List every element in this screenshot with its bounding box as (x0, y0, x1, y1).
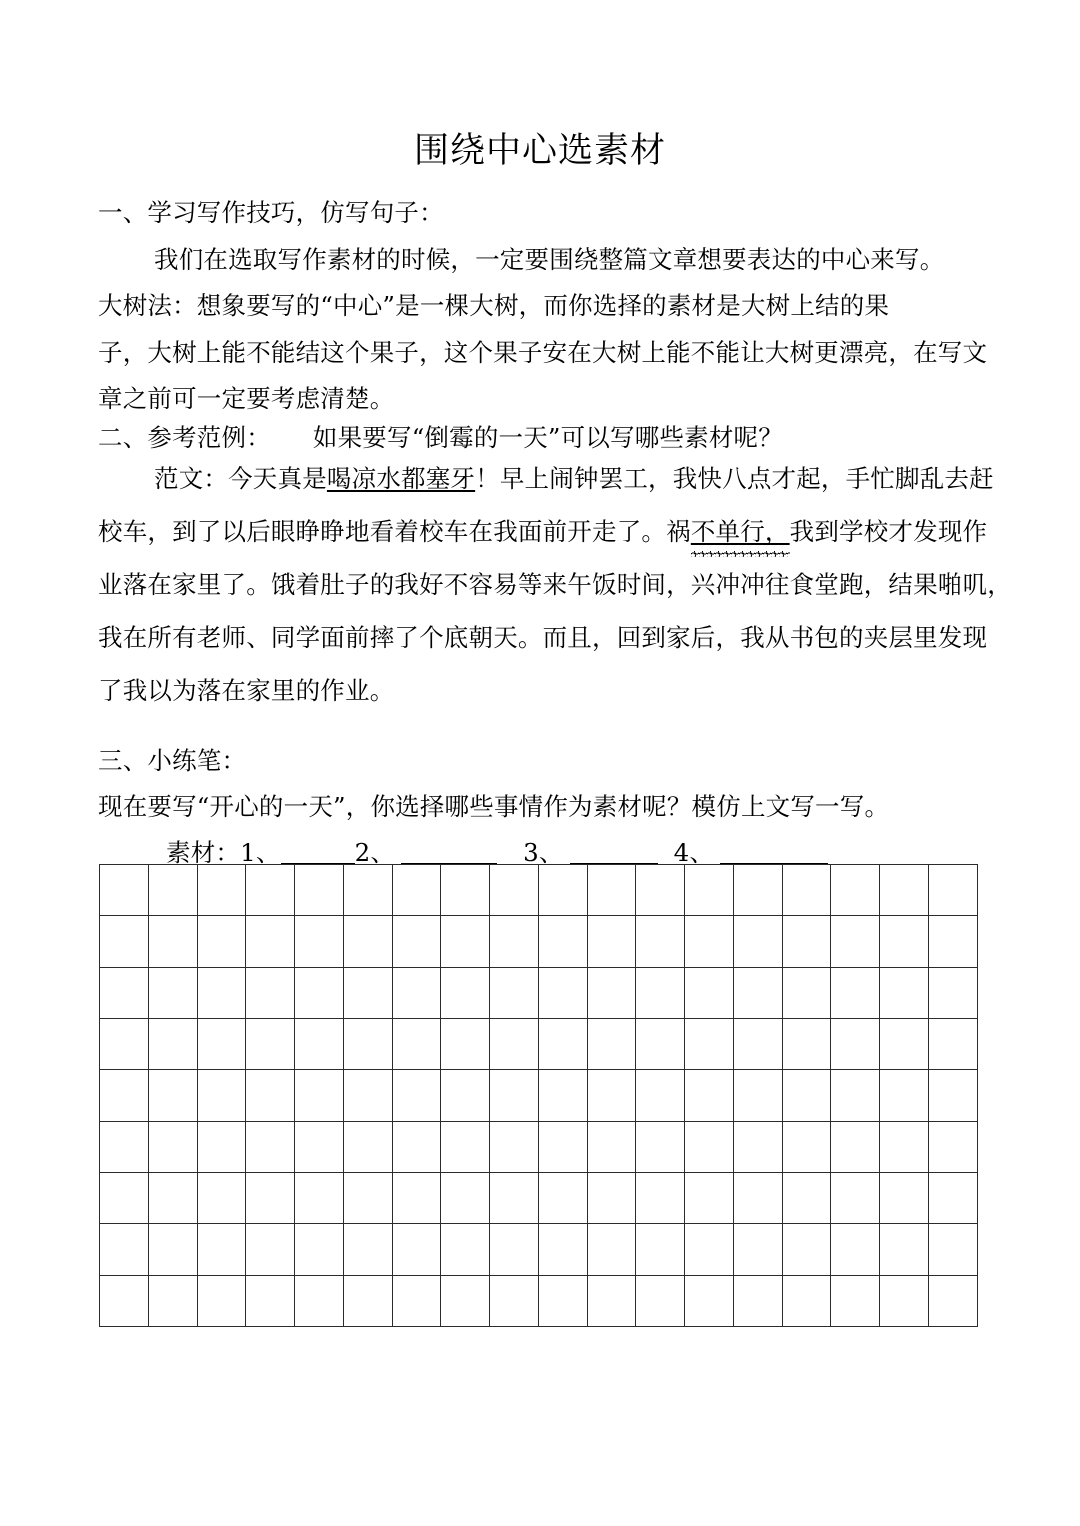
writing-grid-cell[interactable] (880, 1224, 929, 1275)
writing-grid-cell[interactable] (295, 865, 344, 916)
writing-grid-cell[interactable] (197, 1121, 246, 1172)
section-three-heading-text: 三、小练笔： (98, 746, 247, 775)
writing-grid-cell[interactable] (246, 916, 295, 967)
writing-grid-cell[interactable] (295, 916, 344, 967)
writing-grid-cell[interactable] (343, 1172, 392, 1223)
writing-grid-cell[interactable] (538, 865, 587, 916)
writing-grid-cell[interactable] (295, 967, 344, 1018)
writing-grid-cell[interactable] (295, 1275, 344, 1326)
writing-grid-cell[interactable] (100, 1070, 149, 1121)
writing-grid-cell[interactable] (490, 1224, 539, 1275)
writing-grid-cell[interactable] (392, 916, 441, 967)
writing-grid-cell[interactable] (636, 1172, 685, 1223)
writing-grid-cell[interactable] (343, 865, 392, 916)
writing-grid-cell[interactable] (197, 1018, 246, 1069)
writing-grid-cell[interactable] (441, 916, 490, 967)
writing-grid-cell[interactable] (929, 1275, 978, 1326)
writing-grid-cell[interactable] (929, 916, 978, 967)
writing-grid-cell[interactable] (880, 865, 929, 916)
sample-line-2-part-b: 我到学校才发现作 (789, 517, 988, 546)
writing-grid-cell[interactable] (831, 1275, 880, 1326)
writing-grid-cell[interactable] (295, 1018, 344, 1069)
writing-grid-cell[interactable] (343, 1070, 392, 1121)
section-two-heading-label: 二、参考范例： (98, 423, 271, 452)
writing-grid-cell[interactable] (880, 1070, 929, 1121)
writing-grid-cell[interactable] (343, 967, 392, 1018)
writing-grid-cell[interactable] (441, 967, 490, 1018)
writing-grid-cell[interactable] (148, 1275, 197, 1326)
section-one-line-2 (98, 283, 998, 330)
writing-grid-cell[interactable] (538, 1224, 587, 1275)
writing-grid-cell[interactable] (636, 1018, 685, 1069)
sample-line-2 (98, 505, 998, 558)
writing-grid-cell[interactable] (490, 1275, 539, 1326)
writing-grid-cell[interactable] (197, 1070, 246, 1121)
section-two-heading-question: 如果要写“倒霉的一天”可以写哪些素材呢？ (312, 423, 783, 452)
writing-grid-cell[interactable] (197, 865, 246, 916)
writing-grid-cell[interactable] (587, 967, 636, 1018)
writing-grid-cell[interactable] (733, 1275, 782, 1326)
section-one-line-1 (98, 237, 998, 284)
writing-grid-cell[interactable] (831, 1121, 880, 1172)
writing-grid-cell[interactable] (636, 1275, 685, 1326)
writing-grid-cell[interactable] (100, 1121, 149, 1172)
writing-grid-cell[interactable] (880, 967, 929, 1018)
writing-grid-row (100, 1121, 978, 1172)
writing-grid-cell[interactable] (880, 1275, 929, 1326)
material-item-1-number: 1、 (240, 838, 281, 867)
section-one-line-4-text: 章之前可一定要考虑清楚。 (98, 384, 395, 413)
writing-grid-cell[interactable] (831, 865, 880, 916)
writing-grid-cell[interactable] (490, 1121, 539, 1172)
writing-grid-cell[interactable] (100, 916, 149, 967)
writing-grid-cell[interactable] (490, 967, 539, 1018)
section-one-heading (98, 190, 998, 237)
sample-underlined-phrase: 喝凉水都塞牙 (326, 464, 476, 493)
writing-grid-cell[interactable] (197, 1275, 246, 1326)
writing-grid-cell[interactable] (148, 1172, 197, 1223)
writing-grid-cell[interactable] (831, 1018, 880, 1069)
writing-grid-cell[interactable] (246, 1070, 295, 1121)
section-one-line-1-text: 我们在选取写作素材的时候，一定要围绕整篇文章想要表达的中心来写。 (154, 244, 945, 274)
writing-grid-cell[interactable] (197, 967, 246, 1018)
writing-grid-cell[interactable] (685, 967, 734, 1018)
writing-grid-cell[interactable] (929, 1121, 978, 1172)
writing-grid-cell[interactable] (587, 916, 636, 967)
section-one-line-4 (98, 376, 998, 423)
writing-grid-cell[interactable] (490, 1172, 539, 1223)
sample-line-4-text: 我在所有老师、同学面前摔了个底朝天。而且，回到家后，我从书包的夹层里发现 (98, 623, 988, 652)
writing-grid-cell[interactable] (880, 1018, 929, 1069)
writing-grid-cell[interactable] (880, 916, 929, 967)
material-item-3-number: 3、 (523, 838, 564, 867)
writing-grid-cell[interactable] (929, 1070, 978, 1121)
writing-grid-cell[interactable] (100, 967, 149, 1018)
writing-grid-cell[interactable] (246, 1275, 295, 1326)
sample-line-1-part-a: 今天真是 (228, 464, 327, 493)
writing-grid-cell[interactable] (587, 1121, 636, 1172)
writing-grid-cell[interactable] (441, 1172, 490, 1223)
writing-grid-cell[interactable] (538, 1121, 587, 1172)
writing-grid-cell[interactable] (831, 967, 880, 1018)
material-item-4-number: 4、 (673, 838, 715, 867)
writing-grid-cell[interactable] (929, 1172, 978, 1223)
writing-grid-cell[interactable] (490, 916, 539, 967)
writing-grid-cell[interactable] (782, 967, 831, 1018)
material-label: 素材： (166, 838, 241, 867)
sample-line-1 (98, 452, 998, 505)
writing-grid-cell[interactable] (733, 1018, 782, 1069)
writing-grid-row (100, 865, 978, 916)
writing-grid-row (100, 1070, 978, 1121)
writing-grid-cell[interactable] (685, 916, 734, 967)
writing-grid-body (100, 865, 978, 1327)
sample-line-3 (98, 558, 1012, 611)
writing-grid[interactable] (99, 864, 978, 1327)
writing-grid-cell[interactable] (148, 1224, 197, 1275)
writing-grid-cell[interactable] (441, 1121, 490, 1172)
writing-grid-cell[interactable] (636, 865, 685, 916)
writing-grid-cell[interactable] (392, 1018, 441, 1069)
writing-grid-cell[interactable] (148, 1121, 197, 1172)
writing-grid-cell[interactable] (831, 1224, 880, 1275)
writing-grid-cell[interactable] (685, 1121, 734, 1172)
writing-grid-cell[interactable] (831, 1172, 880, 1223)
writing-grid-cell[interactable] (343, 1275, 392, 1326)
writing-grid-cell[interactable] (246, 865, 295, 916)
writing-grid-cell[interactable] (538, 916, 587, 967)
writing-grid-cell[interactable] (636, 1070, 685, 1121)
section-one-line-2-text: 大树法：想象要写的“中心”是一棵大树，而你选择的素材是大树上结的果 (98, 291, 890, 320)
sample-label-wrap (98, 452, 994, 505)
section-one-line-3-text: 子，大树上能不能结这个果子，这个果子安在大树上能不能让大树更漂亮，在写文 (98, 337, 988, 367)
section-two-sample (98, 452, 1012, 717)
writing-grid-cell[interactable] (295, 1070, 344, 1121)
writing-grid-cell[interactable] (587, 1172, 636, 1223)
writing-grid-row (100, 967, 978, 1018)
section-one-line-3 (98, 330, 998, 377)
sample-line-5 (98, 664, 998, 717)
writing-grid-cell[interactable] (636, 967, 685, 1018)
writing-grid-cell[interactable] (880, 1172, 929, 1223)
section-one-heading-text: 一、学习写作技巧，仿写句子： (98, 198, 444, 227)
writing-grid-cell[interactable] (246, 1121, 295, 1172)
writing-grid-cell[interactable] (392, 1070, 441, 1121)
writing-grid-cell[interactable] (685, 1224, 734, 1275)
writing-grid-cell[interactable] (538, 1172, 587, 1223)
writing-grid-cell[interactable] (392, 865, 441, 916)
writing-grid-cell[interactable] (538, 1275, 587, 1326)
writing-grid-cell[interactable] (392, 1224, 441, 1275)
writing-grid-cell[interactable] (636, 1121, 685, 1172)
writing-grid-cell[interactable] (246, 1172, 295, 1223)
section-three-heading (98, 738, 998, 784)
writing-grid-cell[interactable] (782, 1121, 831, 1172)
writing-grid-cell[interactable] (782, 1172, 831, 1223)
material-item-2-number: 2、 (354, 838, 396, 867)
writing-grid-cell[interactable] (782, 1275, 831, 1326)
writing-grid-cell[interactable] (343, 1018, 392, 1069)
writing-grid-cell[interactable] (148, 865, 197, 916)
writing-grid-cell[interactable] (100, 1224, 149, 1275)
writing-grid-cell[interactable] (685, 1172, 734, 1223)
writing-grid-cell[interactable] (148, 1070, 197, 1121)
writing-grid-cell[interactable] (685, 1018, 734, 1069)
writing-grid-cell[interactable] (441, 1070, 490, 1121)
writing-grid-cell[interactable] (441, 1224, 490, 1275)
writing-grid-cell[interactable] (148, 916, 197, 967)
writing-grid-cell[interactable] (587, 1224, 636, 1275)
material-blank-2[interactable] (401, 842, 497, 865)
writing-grid-cell[interactable] (246, 967, 295, 1018)
writing-grid-cell[interactable] (295, 1172, 344, 1223)
sample-line-1-part-b: ！早上闹钟罢工，我快八点才起，手忙脚乱去赶 (475, 464, 994, 493)
writing-grid-cell[interactable] (929, 1224, 978, 1275)
section-three-prompt (98, 784, 998, 830)
material-blank-3[interactable] (570, 842, 658, 865)
writing-grid-cell[interactable] (441, 1018, 490, 1069)
writing-grid-cell[interactable] (929, 967, 978, 1018)
writing-grid-cell[interactable] (246, 1018, 295, 1069)
section-three-prompt-text: 现在要写“开心的一天”，你选择哪些事情作为素材呢？模仿上文写一写。 (98, 792, 890, 821)
writing-grid-cell[interactable] (392, 1121, 441, 1172)
writing-grid-cell[interactable] (441, 1275, 490, 1326)
writing-grid-cell[interactable] (831, 916, 880, 967)
material-blank-4[interactable] (720, 842, 828, 865)
writing-grid-cell[interactable] (197, 1172, 246, 1223)
writing-grid-cell[interactable] (538, 1018, 587, 1069)
writing-grid-cell[interactable] (733, 865, 782, 916)
writing-grid-cell[interactable] (100, 865, 149, 916)
writing-grid-cell[interactable] (636, 1224, 685, 1275)
writing-grid-cell[interactable] (929, 1018, 978, 1069)
sample-line-5-text: 了我以为落在家里的作业。 (98, 676, 395, 705)
writing-grid-cell[interactable] (587, 865, 636, 916)
writing-grid-row (100, 1172, 978, 1223)
writing-grid-cell[interactable] (392, 1172, 441, 1223)
page-title: 围绕中心选素材 (413, 131, 666, 171)
writing-grid-cell[interactable] (343, 1224, 392, 1275)
writing-grid-cell[interactable] (100, 1172, 149, 1223)
writing-grid-row (100, 916, 978, 967)
writing-grid-cell[interactable] (782, 1224, 831, 1275)
writing-grid-row (100, 1224, 978, 1275)
writing-grid-cell[interactable] (782, 1070, 831, 1121)
writing-grid-cell[interactable] (538, 967, 587, 1018)
writing-grid-cell[interactable] (636, 916, 685, 967)
writing-grid-cell[interactable] (246, 1224, 295, 1275)
sample-line-3-text: 业落在家里了。饿着肚子的我好不容易等来午饭时间，兴冲冲往食堂跑，结果啪叽， (98, 570, 1012, 599)
writing-grid-cell[interactable] (295, 1121, 344, 1172)
writing-grid-cell[interactable] (782, 916, 831, 967)
writing-grid-cell[interactable] (685, 1070, 734, 1121)
writing-grid-cell[interactable] (587, 1070, 636, 1121)
writing-grid-cell[interactable] (392, 967, 441, 1018)
writing-grid-cell[interactable] (148, 1018, 197, 1069)
sample-line-2-part-a: 校车，到了以后眼睁睁地看着校车在我面前开走了。祸 (98, 517, 691, 546)
writing-grid-cell[interactable] (148, 967, 197, 1018)
writing-grid-cell[interactable] (197, 916, 246, 967)
writing-grid-cell[interactable] (831, 1070, 880, 1121)
writing-grid-cell[interactable] (782, 865, 831, 916)
writing-grid-cell[interactable] (587, 1018, 636, 1069)
writing-grid-cell[interactable] (685, 865, 734, 916)
writing-grid-cell[interactable] (685, 1275, 734, 1326)
writing-grid-cell[interactable] (490, 1070, 539, 1121)
writing-grid-cell[interactable] (733, 967, 782, 1018)
writing-grid-cell[interactable] (197, 1224, 246, 1275)
sample-line-4 (98, 611, 998, 664)
writing-grid-cell[interactable] (343, 1121, 392, 1172)
writing-grid-cell[interactable] (490, 1018, 539, 1069)
writing-grid-cell[interactable] (100, 1018, 149, 1069)
sample-wavy-underlined-phrase: 不单行， (690, 517, 790, 546)
writing-grid-cell[interactable] (880, 1121, 929, 1172)
writing-grid-cell[interactable] (733, 1172, 782, 1223)
writing-grid-cell[interactable] (392, 1275, 441, 1326)
writing-grid-cell[interactable] (343, 916, 392, 967)
writing-grid-cell[interactable] (733, 916, 782, 967)
writing-grid-cell[interactable] (929, 865, 978, 916)
writing-grid-cell[interactable] (490, 865, 539, 916)
writing-grid-cell[interactable] (733, 1070, 782, 1121)
writing-grid-cell[interactable] (733, 1121, 782, 1172)
writing-grid-cell[interactable] (782, 1018, 831, 1069)
section-three (98, 738, 998, 876)
writing-grid-row (100, 1275, 978, 1326)
writing-grid-cell[interactable] (441, 865, 490, 916)
section-one (98, 190, 998, 423)
writing-grid-cell[interactable] (295, 1224, 344, 1275)
writing-grid-row (100, 1018, 978, 1069)
writing-grid-cell[interactable] (587, 1275, 636, 1326)
writing-grid-cell[interactable] (100, 1275, 149, 1326)
sample-label: 范文： (154, 464, 229, 493)
material-blank-1[interactable] (281, 842, 355, 865)
writing-grid-cell[interactable] (733, 1224, 782, 1275)
writing-grid-cell[interactable] (538, 1070, 587, 1121)
